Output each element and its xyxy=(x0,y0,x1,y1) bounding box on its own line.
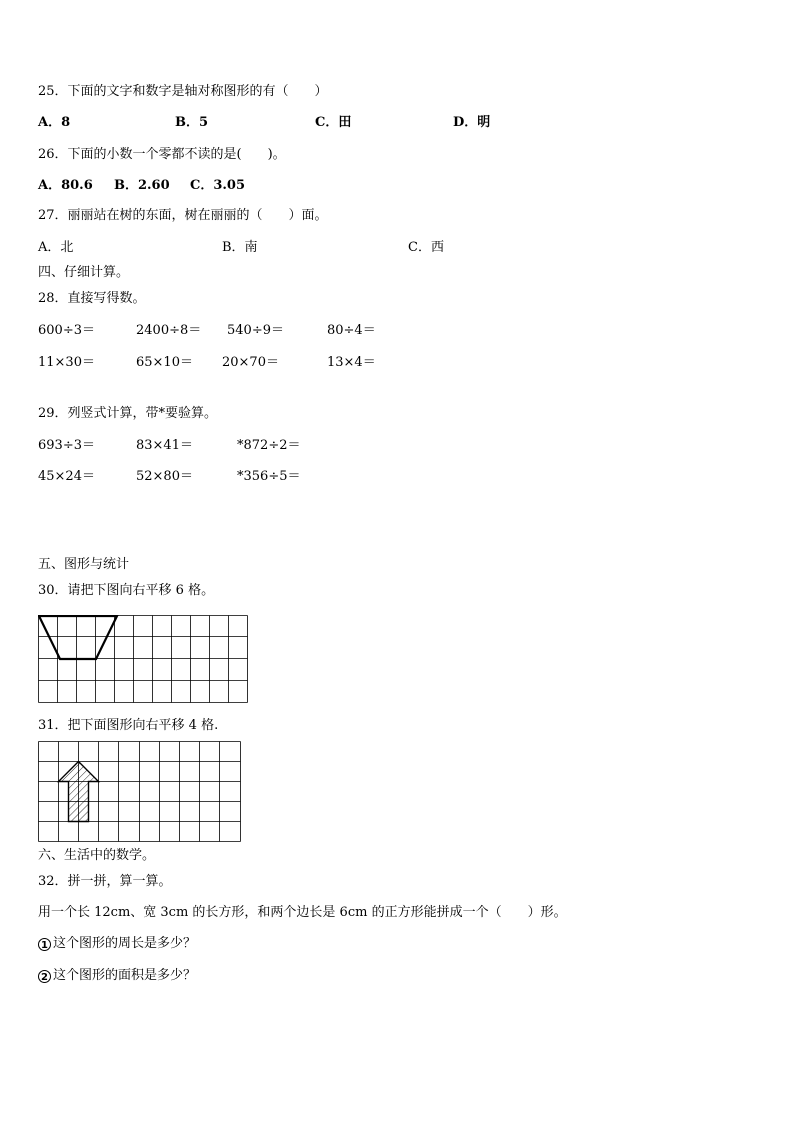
q29-expr: 693÷3＝ xyxy=(38,438,95,453)
arrow-shape xyxy=(59,762,99,822)
q26-option-c: C．3.05 xyxy=(190,178,246,193)
circled-number-2: 2 xyxy=(38,970,51,983)
circled-number-1: 1 xyxy=(38,938,51,951)
trapezoid-shape xyxy=(39,616,117,659)
q28-expr: 13×4＝ xyxy=(327,355,376,370)
q29-expr: 52×80＝ xyxy=(136,469,193,484)
q28-expr: 2400÷8＝ xyxy=(136,323,202,338)
q28-expr: 11×30＝ xyxy=(38,355,95,370)
q25-option-b: B．5 xyxy=(175,115,209,130)
q28-expr: 65×10＝ xyxy=(136,355,193,370)
q27-option-c: C．西 xyxy=(408,240,444,255)
q28-expr: 80÷4＝ xyxy=(327,323,376,338)
q27-option-b: B．南 xyxy=(222,240,258,255)
q32-subquestion-1-text: 这个图形的周长是多少？ xyxy=(53,936,197,951)
q29-expr: *356÷5＝ xyxy=(237,469,301,484)
q31-grid-figure xyxy=(38,741,243,844)
q27-option-a: A．北 xyxy=(38,240,74,255)
q32-subquestion-2 xyxy=(38,968,196,984)
q30-stem: 30．请把下图向右平移 6 格。 xyxy=(38,583,215,598)
section-4-heading: 四、仔细计算。 xyxy=(38,265,130,280)
q26-option-b: B．2.60 xyxy=(114,178,170,193)
q29-expr: 83×41＝ xyxy=(136,438,193,453)
section-5-heading: 五、图形与统计 xyxy=(38,557,130,572)
section-6-heading: 六、生活中的数学。 xyxy=(38,848,156,863)
q28-stem: 28．直接写得数。 xyxy=(38,291,146,306)
q25-option-d: D．明 xyxy=(453,115,491,130)
q27-stem: 27．丽丽站在树的东面，树在丽丽的（ ）面。 xyxy=(38,208,328,223)
q26-option-a: A．80.6 xyxy=(38,178,93,193)
q32-subquestion-2-text: 这个图形的面积是多少？ xyxy=(53,968,197,983)
q28-expr: 540÷9＝ xyxy=(227,323,284,338)
q30-grid-figure xyxy=(38,615,249,704)
q29-stem: 29．列竖式计算，带*要验算。 xyxy=(38,406,218,421)
q32-subquestion-1 xyxy=(38,936,196,952)
q26-stem: 26．下面的小数一个零都不读的是( )。 xyxy=(38,147,286,162)
q29-expr: *872÷2＝ xyxy=(237,438,301,453)
q25-option-c: C．田 xyxy=(315,115,352,130)
q25-option-a: A．8 xyxy=(38,115,71,130)
q31-stem: 31．把下面图形向右平移 4 格. xyxy=(38,718,219,733)
q29-expr: 45×24＝ xyxy=(38,469,95,484)
q32-description: 用一个长 12cm、宽 3cm 的长方形，和两个边长是 6cm 的正方形能拼成一个（ ）形。 xyxy=(38,905,567,920)
q28-expr: 600÷3＝ xyxy=(38,323,95,338)
q32-stem: 32．拼一拼，算一算。 xyxy=(38,874,172,889)
q28-expr: 20×70＝ xyxy=(222,355,279,370)
q25-stem: 25．下面的文字和数字是轴对称图形的有（ ） xyxy=(38,84,328,99)
